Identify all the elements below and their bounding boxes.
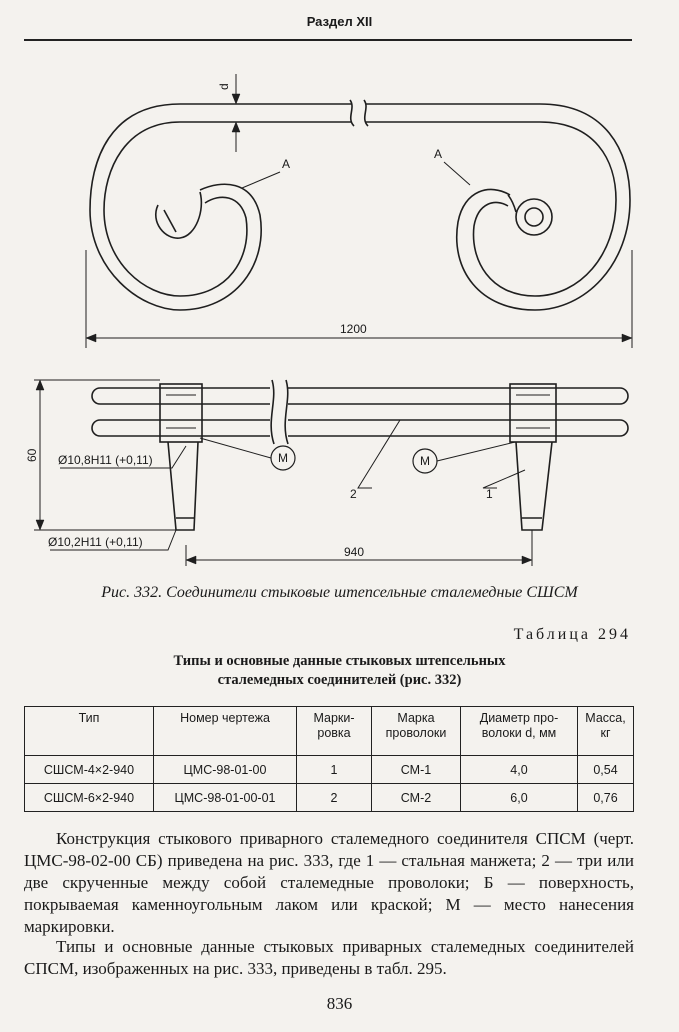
header-wire-diameter: Диаметр про- волоки d, мм [461,707,578,756]
figure-caption: Рис. 332. Соединители стыковые штепсельные сталемедные СШСМ [101,584,578,601]
body-paragraph-1: Конструкция стыкового приварного сталемедного соединителя СПСМ (черт. ЦМС-98-02-00 СБ) приведена на рис. 333, где 1 — стальная манжета; 2 — три или две скрученные между собой сталемедные проволоки; Б — поверхность, покрываемая каменноугольным лаком или краской; М — место нанесения маркировки. [24,829,634,936]
cell-type: СШСМ-4×2-940 [25,756,154,784]
table-header-row [25,707,634,756]
header-wire-grade: Марка проволоки [372,707,461,756]
section-header: Раздел XII [306,14,373,29]
table-row [25,784,634,812]
label-m-right: М [420,454,430,468]
cell-marking: 2 [297,784,372,812]
label-pos2: 2 [350,487,357,501]
label-d: d [217,83,231,90]
label-940: 940 [344,545,365,559]
table-number: Таблица 294 [513,626,631,643]
header-mass: Масса, кг [578,707,634,756]
table-title [0,652,679,690]
cell-wire-grade: СМ-2 [372,784,461,812]
label-dia2: Ø10,2H11 (+0,11) [48,535,143,549]
cell-drawing-number: ЦМС-98-01-00-01 [154,784,297,812]
cell-marking: 1 [297,756,372,784]
page-number: 836 [326,994,353,1013]
label-1200: 1200 [340,322,367,336]
body-paragraph-2: Типы и основные данные стыковых приварных сталемедных соединителей СПСМ, изображенных на рис. 333, приведены в табл. 295. [24,937,634,978]
cell-wire-grade: СМ-1 [372,756,461,784]
cell-mass: 0,54 [578,756,634,784]
cell-drawing-number: ЦМС-98-01-00 [154,756,297,784]
table-title-line2: сталемедных соединителей (рис. 332) [217,672,462,688]
top-view [86,74,632,348]
label-pos1: 1 [486,487,493,501]
cell-wire-diameter: 4,0 [461,756,578,784]
header-type: Тип [25,707,154,756]
label-dia1: Ø10,8H11 (+0,11) [58,453,153,467]
label-60: 60 [25,448,39,462]
label-a-right: А [434,147,443,161]
table-title-line1: Типы и основные данные стыковых штепсельных [173,653,506,669]
data-table [24,706,634,812]
label-a-left: А [282,157,291,171]
label-m-left: М [278,451,288,465]
table-row [25,756,634,784]
cell-wire-diameter: 6,0 [461,784,578,812]
cell-type: СШСМ-6×2-940 [25,784,154,812]
figure-332-drawing [0,40,679,580]
header-marking: Марки- ровка [297,707,372,756]
cell-mass: 0,76 [578,784,634,812]
header-drawing-number: Номер чертежа [154,707,297,756]
figure-labels [25,83,493,559]
